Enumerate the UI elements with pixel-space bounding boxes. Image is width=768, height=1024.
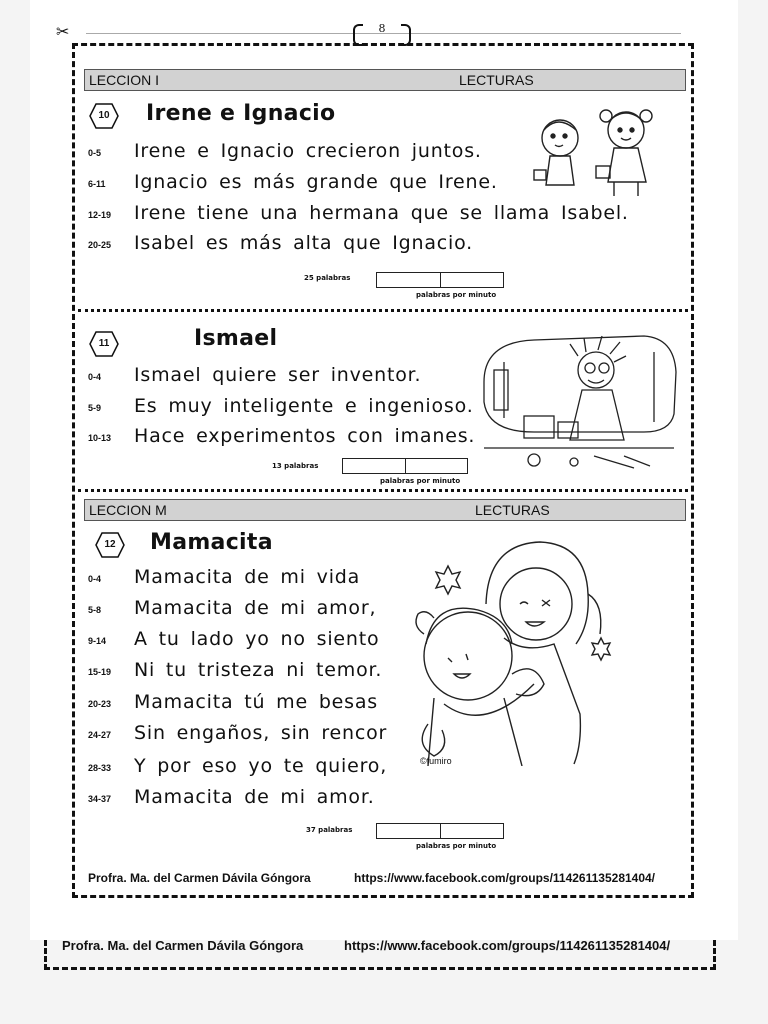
ppm-input-box[interactable]: [376, 272, 504, 288]
reading-number: 10: [98, 110, 110, 121]
line-text: Isabel es más alta que Ignacio.: [134, 232, 474, 254]
line-text: Y por eso yo te quiero,: [134, 755, 388, 777]
reading-title: Ismael: [194, 326, 278, 351]
line-text: Hace experimentos con imanes.: [134, 425, 476, 447]
lower-footer-url[interactable]: https://www.facebook.com/groups/114261135281404/: [344, 938, 671, 953]
line-text: Irene tiene una hermana que se llama Isabel.: [134, 202, 629, 224]
footer-author: Profra. Ma. del Carmen Dávila Góngora: [88, 871, 311, 885]
inventor-illustration: [474, 322, 682, 478]
reading-number: 11: [98, 338, 110, 349]
word-range: 12-19: [88, 210, 112, 220]
line-text: Mamacita tú me besas: [134, 691, 379, 713]
dotted-divider: [78, 309, 688, 312]
word-range: 28-33: [88, 763, 112, 773]
line-text: Es muy inteligente e ingenioso.: [134, 395, 474, 417]
line-text: Mamacita de mi vida: [134, 566, 361, 588]
reading-number-badge: [92, 530, 128, 560]
word-range: 24-27: [88, 730, 112, 740]
word-range: 5-9: [88, 403, 102, 413]
lesson-category: LECTURAS: [475, 502, 550, 518]
word-range: 15-19: [88, 667, 112, 677]
reading-title: Mamacita: [150, 530, 273, 555]
word-range: 20-23: [88, 699, 112, 709]
dotted-divider: [78, 489, 688, 492]
page-number-text: 8: [378, 22, 386, 35]
reading-number-badge: [86, 329, 122, 359]
ppm-input-box[interactable]: [376, 823, 504, 839]
reading-title: Irene e Ignacio: [146, 101, 336, 126]
word-range: 0-5: [88, 148, 102, 158]
lesson-bar-m: [84, 499, 686, 521]
word-count: 25 palabras: [304, 274, 351, 282]
word-range: 0-4: [88, 574, 102, 584]
word-range: 34-37: [88, 794, 112, 804]
line-text: Sin engaños, sin rencor: [134, 722, 388, 744]
scissors-icon: ✂: [56, 22, 70, 41]
illustration-credit: ©fumiro: [420, 756, 452, 766]
lesson-category: LECTURAS: [459, 72, 534, 88]
reading-number: 12: [104, 539, 116, 550]
mother-hug-illustration: [404, 534, 620, 766]
ppm-label: palabras por minuto: [416, 842, 497, 850]
lesson-label: LECCION M: [89, 502, 167, 518]
line-text: Mamacita de mi amor.: [134, 786, 375, 808]
word-range: 9-14: [88, 636, 107, 646]
line-text: Ni tu tristeza ni temor.: [134, 659, 383, 681]
reading-number-badge: [86, 101, 122, 131]
word-range: 6-11: [88, 179, 106, 189]
ppm-input-box[interactable]: [342, 458, 468, 474]
line-text: Mamacita de mi amor,: [134, 597, 377, 619]
line-text: Irene e Ignacio crecieron juntos.: [134, 140, 482, 162]
children-illustration: [528, 100, 668, 200]
word-range: 5-8: [88, 605, 102, 615]
ppm-label: palabras por minuto: [380, 477, 461, 485]
line-text: A tu lado yo no siento: [134, 628, 380, 650]
lower-footer-author: Profra. Ma. del Carmen Dávila Góngora: [62, 938, 304, 953]
ppm-label: palabras por minuto: [416, 291, 497, 299]
lesson-label: LECCION I: [89, 72, 160, 88]
footer-url[interactable]: https://www.facebook.com/groups/114261135281404/: [354, 871, 656, 885]
line-text: Ismael quiere ser inventor.: [134, 364, 422, 386]
lesson-bar-i: [84, 69, 686, 91]
line-text: Ignacio es más grande que Irene.: [134, 171, 498, 193]
word-count: 13 palabras: [272, 462, 319, 470]
word-range: 20-25: [88, 240, 112, 250]
word-range: 0-4: [88, 372, 102, 382]
word-range: 10-13: [88, 433, 112, 443]
word-count: 37 palabras: [306, 826, 353, 834]
page-number: [353, 22, 411, 44]
